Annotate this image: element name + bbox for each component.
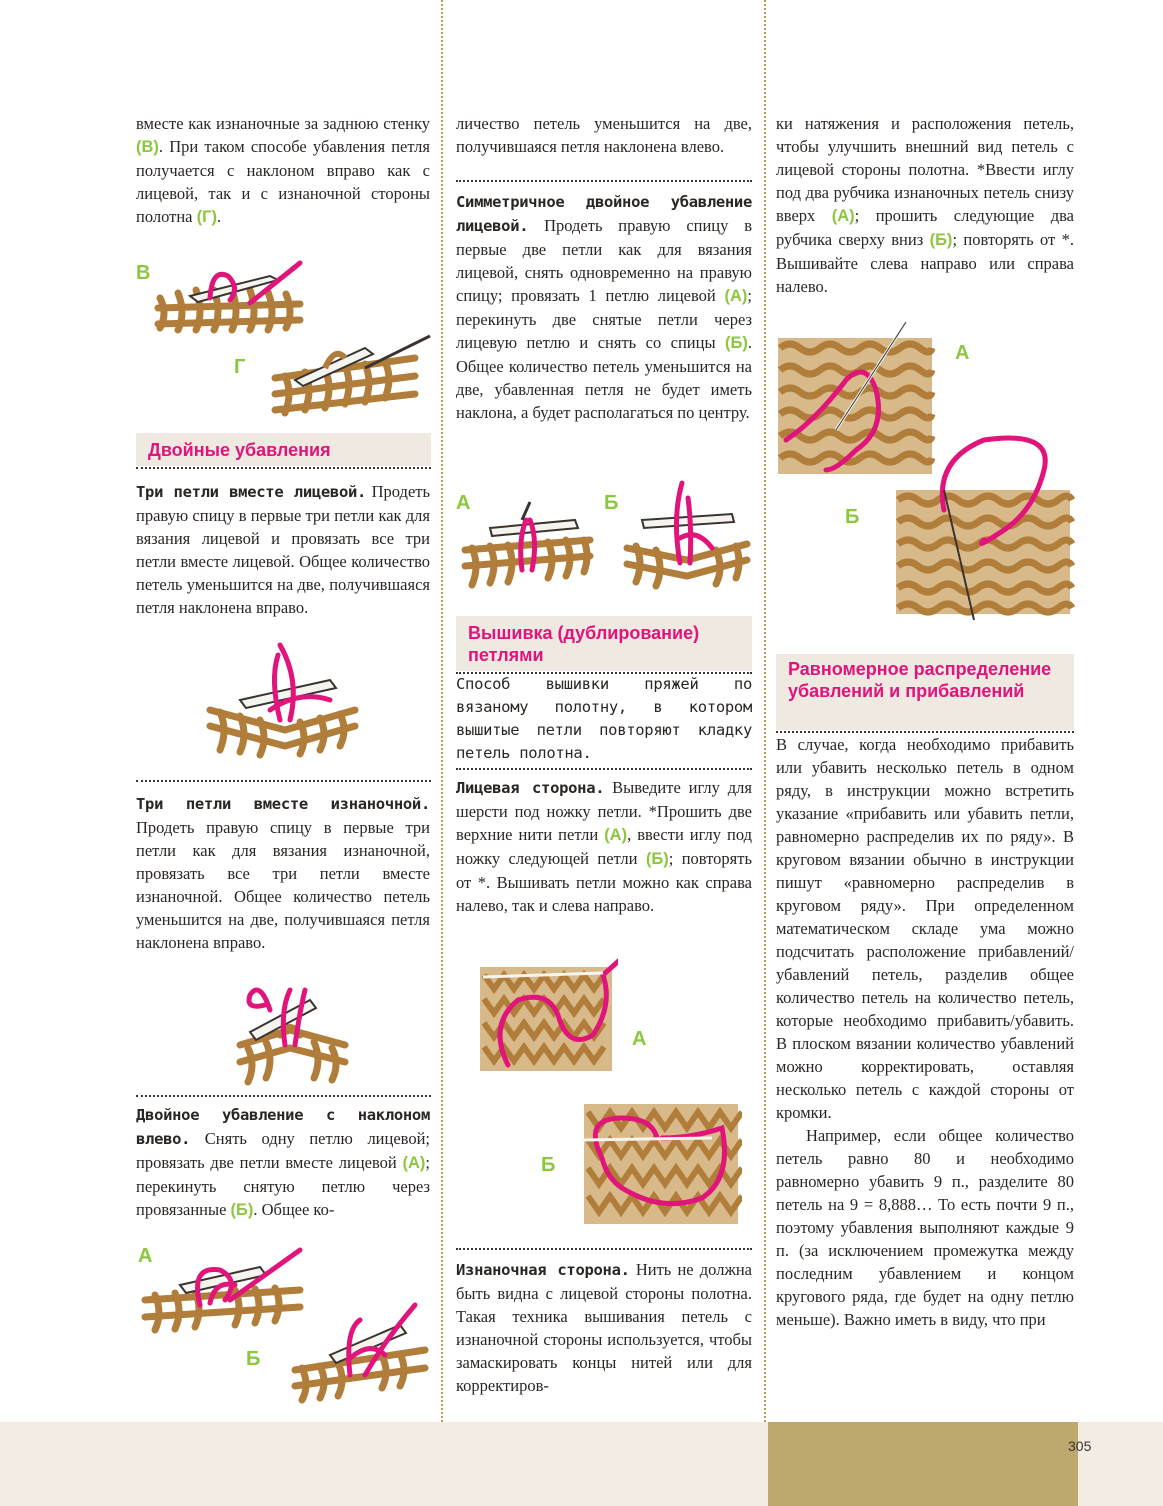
col3-paragraph-even-distribution: В случае, когда необходимо прибавить или убавить несколько петель в одном ряду, в инструкции можно встретить указание «прибавить или убавить петли, равномерно распределив их по ряду». В круговом вязании обычно в инструкции пишут «равномерно распределив в круговом ряду». При определенном математическом складе ума можно подсчитать расположение прибавлений/убавлений петель, разделив общее количество петель на количество петель, которые необходимо прибавить/убавить. В плоском вязании количество убавлений можно корректировать, оставляя несколько петель с каждой стороны от кромки. Например, если общее количество петель равно 80 и необходимо равномерно убавить 9 п., разделите 80 петель на 9 = 8,888… То есть почти 9 п., поэтому убавления выполняют каждые 9 п. (за исключением промежутка между последним убавлением и концом кругового ряда, где будет на одну петлю меньше). Важно иметь в виду, что при [776, 735, 1074, 1329]
illustration-duplicate-stitch-a [478, 955, 618, 1075]
col2-intro: личество петель уменьшится на две, получившаяся петля наклонена влево. [456, 114, 752, 156]
fig-label-b: Б [246, 1348, 261, 1370]
col2-paragraph-right-side: Лицевая сторона. Выведите иглу для шерсти под ножку петли. *Прошить две верхние нити петли (А), ввести иглу под ножку следующей петли (Б); повторять от *. Вышивать петли можно как справа налево, так и слева направо. [456, 778, 752, 915]
page-number: 305 [1068, 1438, 1092, 1454]
col2-duplicate-stitch-intro: Способ вышивки пряжей по вязаному полотну, в котором вышитые петли повторяют кладку петель полотна. [456, 675, 752, 762]
col1-intro: вместе как изнаночные за заднюю стенку (В). При таком способе убавления петля получается с наклоном вправо как с лицевой, так и с изнаночной стороны полотна (Г). [136, 114, 430, 226]
column-separator-left [441, 0, 443, 1422]
fig-label-a-3: А [632, 1028, 647, 1050]
fig-label-a-4: А [955, 342, 970, 364]
paragraph-divider-2 [136, 1095, 431, 1097]
page-footer [0, 1422, 1163, 1506]
column-separator-right [764, 0, 766, 1422]
illustration-symmetric-step-b [622, 478, 752, 593]
col2-divider-1 [456, 180, 752, 182]
illustration-symmetric-step-a [460, 500, 600, 595]
fig-label-a: А [138, 1245, 153, 1267]
fig-label-g: Г [234, 356, 246, 378]
illustration-three-together-knit [200, 640, 365, 760]
illustration-left-slant-step-b [290, 1300, 430, 1405]
illustration-three-together-purl [230, 960, 355, 1090]
illustration-right-slant-decrease-purl [265, 318, 435, 423]
col2-paragraph-symmetric-decrease: Симметричное двойное убавление лицевой. Продеть правую спицу в первые две петли как для вязания лицевой, снять одновременно на правую спицу; провязать 1 петлю лицевой (А); перекинуть две снятые петли через лицевую петлю и снять со спицы (Б). Общее количество петель уменьшится на две, убавленная петля не будет иметь наклона, а будет располагаться по центру. [456, 193, 752, 422]
col2-divider-2 [456, 768, 752, 770]
col2-divider-3 [456, 1248, 752, 1250]
col2-paragraph-wrong-side: Изнаночная сторона. Нить не должна быть видна с лицевой стороны полотна. Такая техника вышивания петель с изнаночной стороны используется, чтобы замаскировать концы нитей или для корректиров- [456, 1260, 752, 1395]
section-heading-double-decreases: Двойные убавления [136, 433, 431, 466]
footer-accent-band [768, 1422, 1078, 1506]
fig-label-b-4: Б [845, 506, 860, 528]
col1-paragraph-double-left-decrease: Двойное убавление с наклоном влево. Снять одну петлю лицевой; провязать две петли вместе лицевой (А); перекинуть снятую петлю через провязанные (Б). Общее ко- [136, 1106, 430, 1219]
col1-paragraph-three-together-purl: Три петли вместе изнаночной. Продеть правую спицу в первые три петли как для вязания изнаночной, провязать все три петли вместе изнаночной. Общее количество петель уменьшится на две, получившаяся петля наклонена вправо. [136, 795, 430, 952]
fig-label-b-3: Б [541, 1154, 556, 1176]
illustration-purl-embroidery-b [894, 430, 1076, 630]
illustration-duplicate-stitch-b [582, 1098, 742, 1228]
col1-paragraph-three-together-knit: Три петли вместе лицевой. Продеть правую спицу в первые три петли как для вязания лицевой и провязать все три петли вместе лицевой. Общее количество петель уменьшится на две, получившаяся петля наклонена вправо. [136, 482, 430, 617]
section-divider [136, 467, 431, 469]
section-heading-duplicate-stitch: Вышивка (дублирование) петлями [456, 616, 752, 671]
fig-label-a-2: А [456, 492, 471, 514]
fig-label-b-2: Б [604, 492, 619, 514]
col3-intro: ки натяжения и расположения петель, чтобы улучшить внешний вид петель с лицевой стороны полотна. *Ввести иглу под два рубчика изнаночных петель снизу вверх (А); прошить следующие два рубчика сверху вниз (Б); повторять от *. Вышивайте слева направо или справа налево. [776, 114, 1075, 296]
fig-label-v: В [136, 262, 151, 284]
illustration-left-slant-step-a [140, 1245, 310, 1335]
section-heading-even-distribution: Равномерное распределение убавлений и прибавлений [776, 654, 1074, 730]
paragraph-divider [136, 780, 431, 782]
